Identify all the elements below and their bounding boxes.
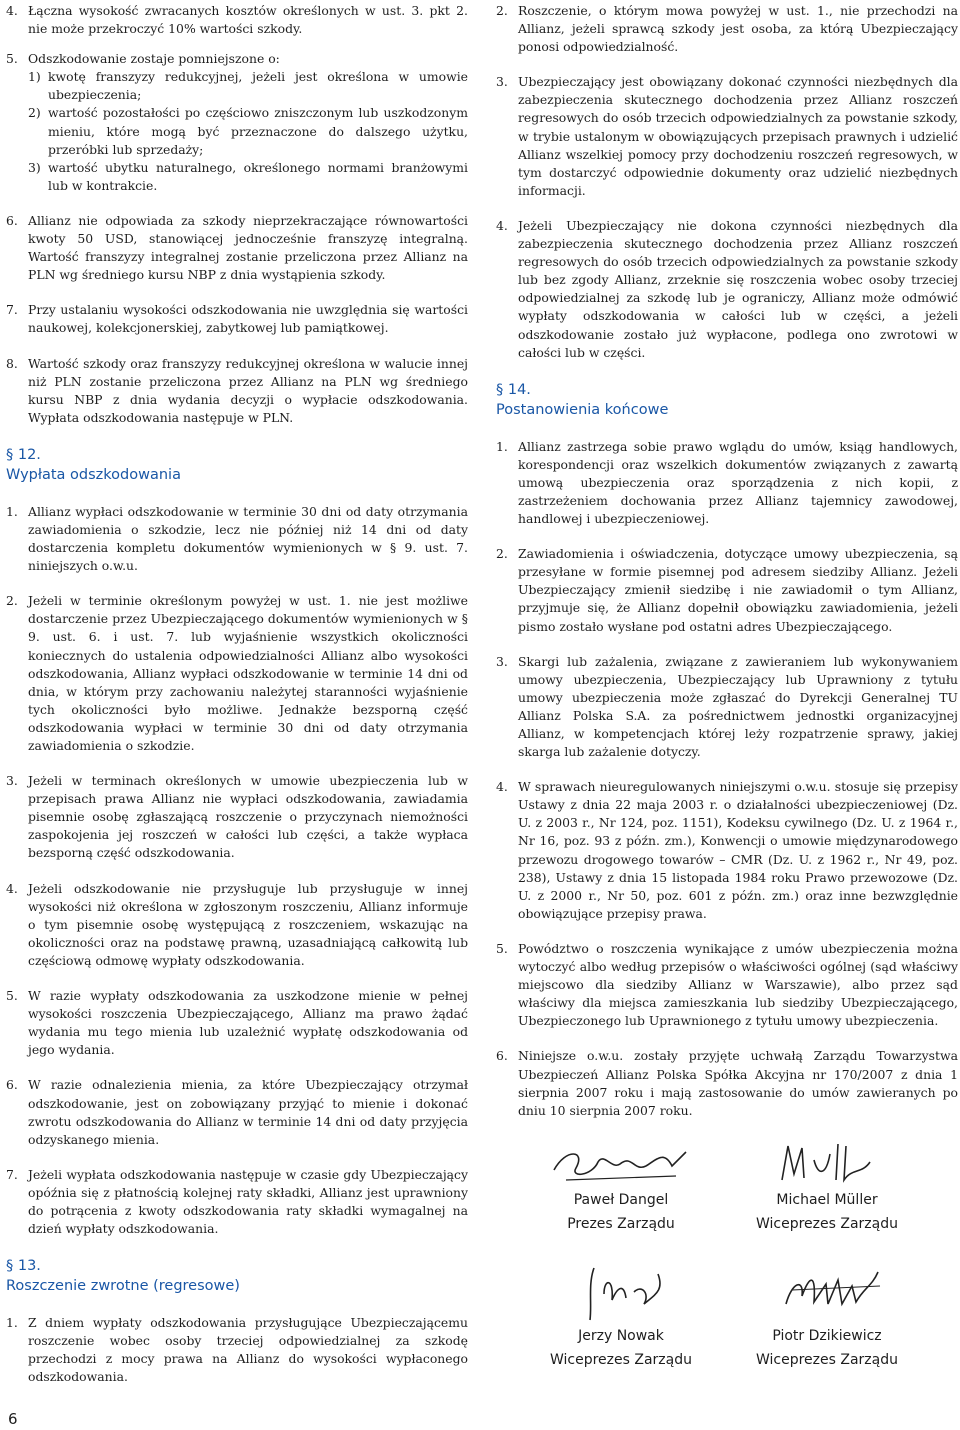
section-heading-12 [6,445,468,485]
paragraph [496,653,958,762]
section-number: § 13. [6,1258,41,1275]
item-text: Jeżeli w terminach określonych w umowie ubezpieczenia lub w przepisach prawa Allianz nie wypłaci odszkodowania, zawiadamia pisemnie osobę zgłaszającą roszczenie o przyczynach niemożności zaspokojenia jej roszczeń w całości lub części, a także wypłaca bezsporną część odszkodowania. [28,773,468,861]
paragraph [496,778,958,923]
item-text: W sprawach nieuregulowanych niniejszymi o.w.u. stosuje się przepisy Ustawy z dnia 22 maja 2003 r. o działalności ubezpieczeniowej (Dz. U. z 2003 r., Nr 124, poz. 1151), Kodeksu cywilnego (Dz. U. z 1964 r., Nr 16, poz. 93 z późn. zm.), Konwencji o umowie międzynarodowego przewozu drogowego towarów – CMR (Dz. U. z 1962 r., Nr 49, poz. 238), Ustawy z dnia 15 listopada 1984 roku Prawo przewozowe (Dz. U. z 2000 r., Nr 50, poz. 601 z późn. zm.) oraz inne bezwzględnie obowiązujące przepisy prawa. [518,779,958,921]
item-number: 3. [496,653,508,669]
item-number: 4. [496,217,508,233]
sub-item [6,104,468,158]
item-number: 5. [496,940,508,956]
paragraph [496,940,958,1030]
paragraph [496,73,958,200]
item-number: 7. [6,302,18,318]
section-number: § 14. [496,381,531,398]
item-text: Skargi lub zażalenia, związane z zawieraniem lub wykonywaniem umowy ubezpieczenia, Ubezpieczający lub Uprawniony z tytułu umowy ubezpieczenia może zgłaszać do Dyrekcji Generalnej TU Allianz Polska S.A. za pośrednictwem jednostki organizacyjnej Allianz, w kompetencjach której leży rozpatrzenie sprawy, jakiej skarga lub zażalenie dotyczy. [518,653,958,760]
sub-item [6,68,468,104]
signature-dzikiewicz [722,1264,932,1372]
paragraph [6,987,468,1059]
paragraph [6,2,468,38]
item-text: Powództwo o roszczenia wynikające z umów ubezpieczenia można wytoczyć albo według przepisów o właściwości ogólnej (sąd właściwy miejscowo dla siedziby Allianz w Warszawie), albo przez sąd właściwy dla miejsca zamieszkania lub siedziby Ubezpieczającego, Ubezpieczonego lub Uprawnionego z tytułu umowy ubezpieczenia. [518,940,958,1029]
signatory-role: Prezes Zarządu [567,1216,675,1232]
item-text: Jeżeli w terminie określonym powyżej w ust. 1. nie jest możliwe dostarczenie przez Ubezpieczającego dokumentów wymienionych w § 9. ust. 6. i ust. 7. lub wyjaśnienie wszystkich okoliczności koniecznych do ustalenia odpowiedzialności Allianz albo wysokości odszkodowania, Allianz wypłaci odszkodowanie w terminie 14 dni od dnia, w którym przy zachowaniu należytej staranności wyjaśnienie tych okoliczności było możliwe. Jednakże bezsporną część odszkodowania wypłaci w terminie 30 dni od daty otrzymania zawiadomienia o szkodzie. [28,593,468,753]
item-number: 5. [6,988,18,1004]
item-text: Łączna wysokość zwracanych kosztów określonych w ust. 3. pkt 2. nie może przekroczyć 10% wartości szkody. [28,3,468,37]
signature-nowak [516,1264,726,1372]
paragraph [496,217,958,362]
item-number: 2. [6,593,18,609]
item-text: Odszkodowanie zostaje pomniejszone o: [28,51,280,67]
item-text: Wartość szkody oraz franszyzy redukcyjnej określona w walucie innej niż PLN zostanie przeliczona przez Allianz na PLN wg średniego kursu NBP z dnia wydania decyzji o wypłacie odszkodowania. Wypłata odszkodowania następuje w PLN. [28,355,468,425]
signature-dangel [516,1140,726,1236]
sub-item-number: 1) [28,69,41,85]
section-title: Wypłata odszkodowania [6,466,181,483]
paragraph [6,1314,468,1386]
left-column [6,2,468,1387]
sub-item-text: kwotę franszyzy redukcyjnej, jeżeli jest określona w umowie ubezpieczenia; [48,69,468,103]
item-number: 4. [496,779,508,795]
item-number: 6. [496,1048,508,1064]
signatory-role: Wiceprezes Zarządu [549,1352,692,1368]
item-number: 1. [496,438,508,454]
item-text: Z dniem wypłaty odszkodowania przysługujące Ubezpieczającemu roszczenie wobec osoby trzeciej odpowiedzialnej za szkodę przechodzi z mocy prawa na Allianz do wysokości wypłaconego odszkodowania. [28,1315,468,1385]
item-text: Jeżeli odszkodowanie nie przysługuje lub przysługuje w innej wysokości niż określona w zgłoszonym roszczeniu, Allianz informuje o tym pisemnie osobę występującą z roszczeniem, wskazując na okoliczności oraz na podstawę prawną, uzasadniającą całkowitą lub częściową odmowę wypłaty odszkodowania. [28,880,468,968]
section-title: Roszczenie zwrotne (regresowe) [6,1278,240,1295]
item-number: 4. [6,880,18,896]
item-number: 8. [6,355,18,371]
signatory-name: Jerzy Nowak [578,1328,664,1344]
item-text: Przy ustalaniu wysokości odszkodowania nie uwzględnia się wartości naukowej, kolekcjonerskiej, zabytkowej lub pamiątkowej. [28,302,468,336]
paragraph [6,592,468,755]
item-number: 6. [6,1077,18,1093]
section-heading-14 [496,380,958,420]
item-text: W razie wypłaty odszkodowania za uszkodzone mienie w pełnej wysokości roszczenia Ubezpieczającego, Allianz ma prawo żądać wydania mu tego mienia lub uzależnić wypłatę odszkodowania od jego wydania. [28,988,468,1058]
handwritten-signature-icon [546,1140,696,1188]
signatory-name: Paweł Dangel [573,1192,669,1208]
item-text: Allianz zastrzega sobie prawo wglądu do umów, ksiąg handlowych, korespondencji oraz wszelkich dokumentów związanych z zawartą umową ubezpieczenia oraz sporządzenia z nich kopii, z zastrzeżeniem dochowania przez Allianz tajemnicy zawodowej, handlowej i ubezpieczeniowej. [518,438,958,527]
item-text: W razie odnalezienia mienia, za które Ubezpieczający otrzymał odszkodowanie, jest on zobowiązany przyjąć to mienie i dokonać zwrotu odszkodowania do Allianz w terminie 14 dni od daty przyjęcia odzyskanego mienia. [28,1077,468,1147]
item-text: Niniejsze o.w.u. zostały przyjęte uchwałą Zarządu Towarzystwa Ubezpieczeń Allianz Polska Spółka Akcyjna nr 170/2007 z dnia 1 sierpnia 2007 roku i mają zastosowanie do umów zawieranych po dniu 10 sierpnia 2007 roku. [518,1048,958,1118]
signatory-role: Wiceprezes Zarządu [755,1216,898,1232]
item-number: 5. [6,51,18,67]
sub-item [6,159,468,195]
paragraph [6,772,468,862]
paragraph [496,545,958,635]
item-number: 2. [496,546,508,562]
sub-item-number: 2) [28,105,41,121]
item-text: Roszczenie, o którym mowa powyżej w ust. 1., nie przechodzi na Allianz, jeżeli sprawcą szkody jest osoba, za którą Ubezpieczający ponosi odpowiedzialność. [518,3,958,55]
paragraph [496,438,958,528]
page-number: 6 [8,1410,18,1428]
handwritten-signature-icon [546,1264,696,1324]
signatures-block [516,1140,956,1380]
paragraph [496,1047,958,1119]
signatory-name: Michael Müller [776,1192,878,1208]
sub-item-number: 3) [28,159,41,175]
item-number: 1. [6,503,18,519]
item-number: 3. [6,773,18,789]
signatory-name: Piotr Dzikiewicz [772,1328,882,1344]
paragraph [6,355,468,427]
item-number: 7. [6,1166,18,1182]
item-text: Allianz wypłaci odszkodowanie w terminie 30 dni od daty otrzymania zawiadomienia o szkodzie, lecz nie później niż 14 dni od daty dostarczenia kompletu dokumentów wymienionych w § 9. ust. 7. niniejszych o.w.u. [28,503,468,574]
paragraph [6,503,468,575]
signatory-role: Wiceprezes Zarządu [755,1352,898,1368]
right-column [496,2,958,1120]
item-number: 4. [6,3,18,18]
section-number: § 12. [6,446,41,463]
paragraph [6,212,468,284]
item-text: Jeżeli Ubezpieczający nie dokona czynności niezbędnych dla zabezpieczenia skutecznego dochodzenia przez Allianz roszczeń regresowych do osób trzecich odpowiedzialnych za powstanie szkody lub bez zgody Allianz, zrzeknie się roszczenia wobec osoby trzeciej odpowiedzialnej za szkodę lub je ograniczy, Allianz może odmówić wypłaty odszkodowania w całości lub w części, a jeżeli odszkodowanie zostało już wypłacone, podlega ono zwrotowi w całości lub w części. [518,217,958,360]
paragraph [6,50,468,68]
item-number: 6. [6,212,18,228]
signature-muller [722,1140,932,1236]
sub-item-text: wartość pozostałości po częściowo zniszczonym lub uszkodzonym mieniu, które mogą być przeznaczone do dalszego użytku, przeróbki lub sprzedaży; [48,105,468,157]
paragraph [6,1076,468,1148]
sub-item-text: wartość ubytku naturalnego, określonego normami branżowymi lub w kontrakcie. [48,159,468,193]
section-heading-13 [6,1256,468,1296]
item-text: Zawiadomienia i oświadczenia, dotyczące umowy ubezpieczenia, są przesyłane w formie pisemnej pod adresem siedziby Allianz. Jeżeli Ubezpieczający zmienił siedzibę i nie zawiadomił o tym Allianz, przyjmuje się, że Allianz dopełnił obowiązku zawiadomienia, jeżeli pismo zostało wysłane pod ostatni adres Ubezpieczającego. [518,546,958,634]
paragraph [6,880,468,970]
item-number: 2. [496,3,508,18]
handwritten-signature-icon [752,1264,902,1324]
item-number: 3. [496,74,508,90]
handwritten-signature-icon [752,1140,902,1188]
item-text: Allianz nie odpowiada za szkody nieprzekraczające równowartości kwoty 50 USD, stanowiącej jednocześnie franszyzę integralną. Wartość franszyzy integralnej zostanie przeliczona przez Allianz na PLN wg średniego kursu NBP z dnia wystąpienia szkody. [28,212,468,283]
item-text: Jeżeli wypłata odszkodowania następuje w czasie gdy Ubezpieczający opóźnia się z płatnością kolejnej raty składki, Allianz jest uprawniony do potrącenia z kwoty odszkodowania raty składki wymagalnej na dzień wypłaty odszkodowania. [28,1166,468,1237]
item-number: 1. [6,1315,18,1331]
section-title: Postanowienia końcowe [496,401,669,418]
paragraph [496,2,958,56]
paragraph [6,1166,468,1238]
paragraph [6,301,468,337]
item-text: Ubezpieczający jest obowiązany dokonać czynności niezbędnych dla zabezpieczenia skutecznego dochodzenia przez Allianz roszczeń regresowych do osób trzecich odpowiedzialnych za powstanie szkody, w trybie ustalonym w obowiązujących przepisach prawnych i udzielić Allianz wszelkiej pomocy przy dochodzeniu roszczeń regresowych, w tym dostarczyć odpowiednie dokumenty oraz udzielić niezbędnych informacji. [518,74,958,198]
